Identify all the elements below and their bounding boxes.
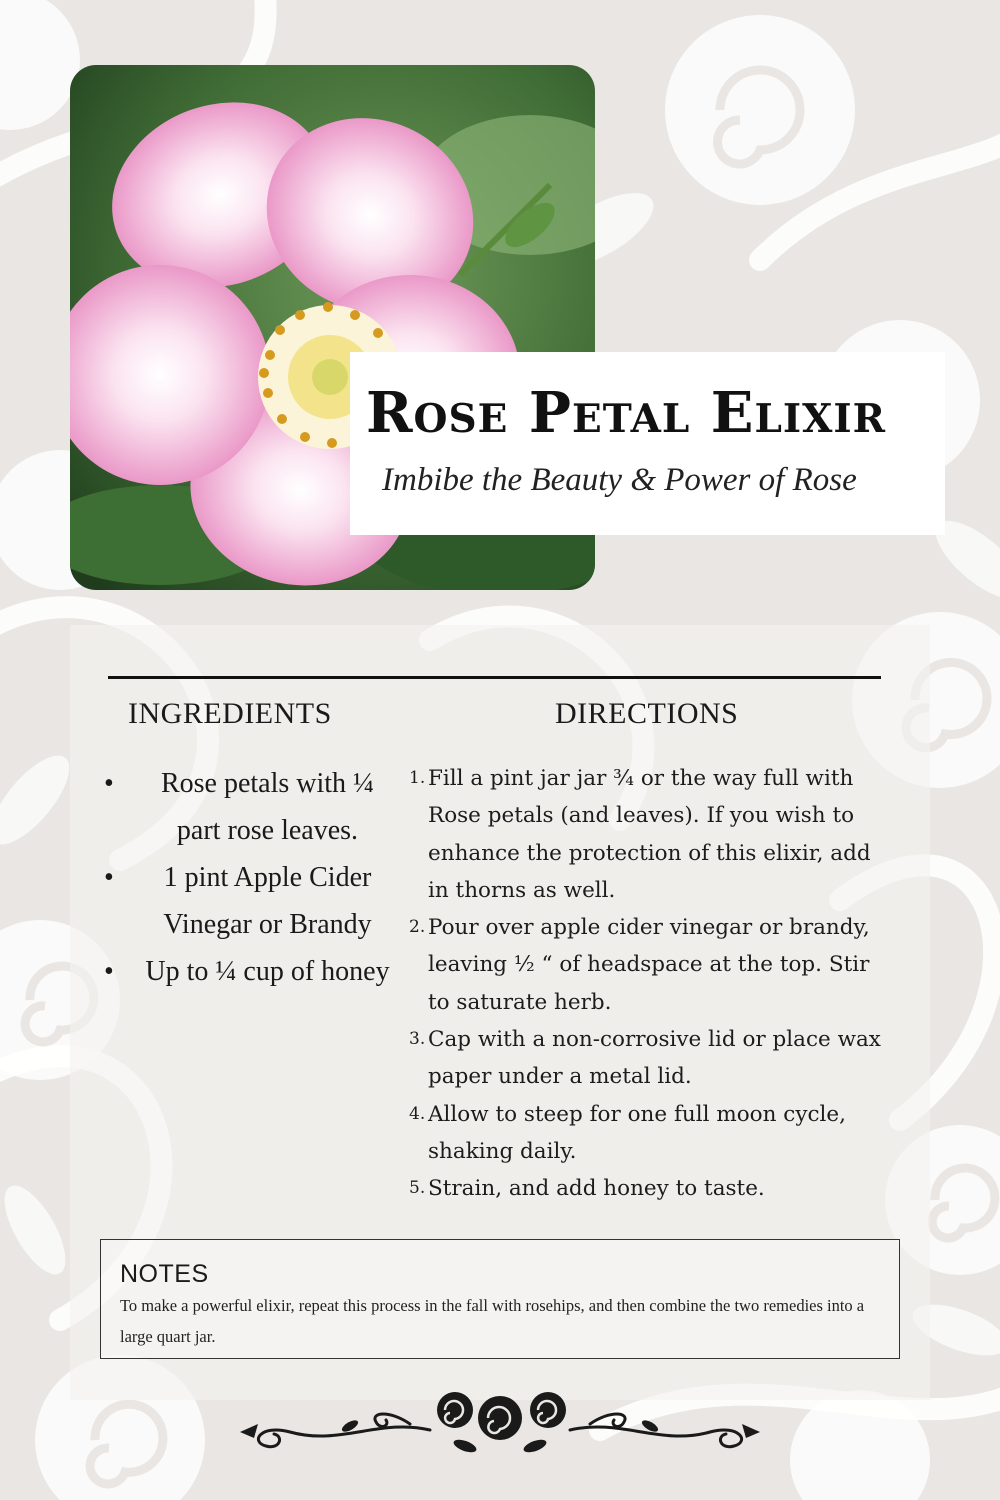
recipe-title: Rose Petal Elixir: [366, 380, 887, 446]
section-divider: [108, 676, 881, 679]
direction-step: [405, 909, 895, 1021]
step-number: 3.: [409, 1029, 426, 1050]
ingredient-item: • Rose petals with ¼ part rose leaves.: [100, 760, 390, 854]
ingredients-list: [100, 760, 400, 995]
ingredient-item: • 1 pint Apple Cider Vinegar or Brandy: [100, 854, 390, 948]
step-number: 1.: [409, 768, 426, 788]
notes-text: To make a powerful elixir, repeat this process in the fall with rosehips, and then combine the two remedies into a large quart jar.: [120, 1296, 865, 1346]
direction-step: [405, 1170, 895, 1207]
notes-heading: NOTES: [120, 1260, 209, 1288]
direction-step: [405, 760, 895, 909]
step-text: Pour over apple cider vinegar or brandy, leaving ½ “ of headspace at the top. Stir to saturate herb.: [428, 915, 870, 1015]
ingredients-heading: INGREDIENTS: [128, 697, 332, 730]
step-text: Strain, and add honey to taste.: [428, 1176, 765, 1202]
notes-box: [100, 1239, 900, 1359]
directions-heading: DIRECTIONS: [555, 697, 739, 730]
ingredient-item: • Up to ¼ cup of honey: [100, 948, 390, 995]
step-text: Cap with a non-corrosive lid or place wax paper under a metal lid.: [428, 1027, 881, 1090]
step-number: 4.: [409, 1103, 426, 1124]
step-number: 5.: [409, 1178, 426, 1199]
direction-step: [405, 1096, 895, 1171]
directions-list: [405, 760, 895, 1208]
recipe-subtitle: Imbibe the Beauty & Power of Rose: [382, 462, 857, 498]
rose-ornament-divider: [230, 1388, 770, 1468]
step-text: Allow to steep for one full moon cycle, shaking daily.: [428, 1101, 846, 1164]
direction-step: [405, 1021, 895, 1096]
step-text: Fill a pint jar jar ¾ or the way full with Rose petals (and leaves). If you wish to enhance the protection of this elixir, add in thorns as well.: [428, 766, 871, 903]
step-number: 2.: [409, 917, 426, 938]
